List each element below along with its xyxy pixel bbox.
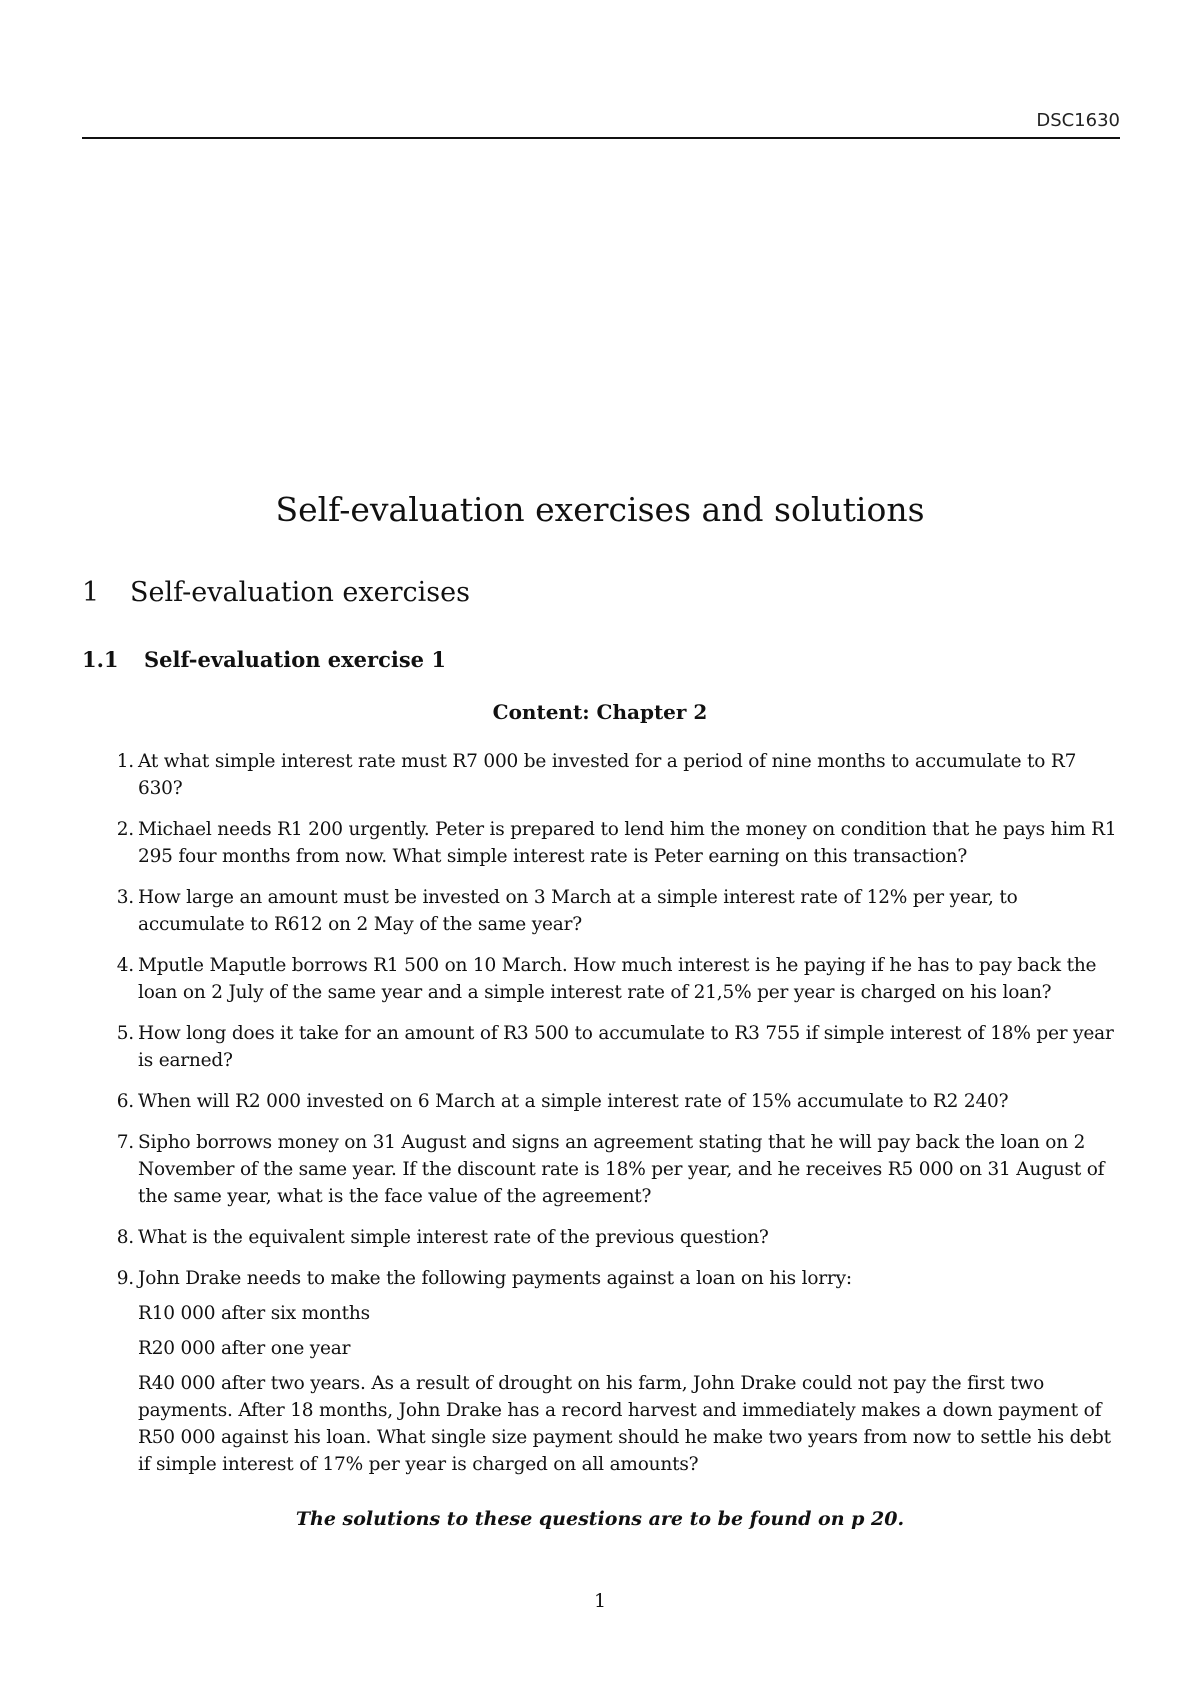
subsection-heading [82,647,446,672]
document-title: Self-evaluation exercises and solutions [275,490,925,529]
question-item [108,1020,1120,1074]
section-heading [82,577,470,608]
question-item [108,1129,1120,1210]
question-item [108,952,1120,1006]
question-text: How long does it take for an amount of R3 500 to accumulate to R3 755 if simple interest of 18% per year is earned? [138,1023,1114,1071]
question-number: 7. [116,1132,134,1153]
solutions-note: The solutions to these questions are to be found on p 20. [295,1508,905,1530]
question-text: Sipho borrows money on 31 August and signs an agreement stating that he will pay back the loan on 2 November of the same year. If the discount rate is 18% per year, and he receives R5 000 on 31 August of the same year, what is the face value of the agreement? [138,1132,1105,1207]
question-text: When will R2 000 invested on 6 March at a simple interest rate of 15% accumulate to R2 240? [138,1091,1009,1112]
question-number: 3. [116,887,134,908]
question-item [108,884,1120,938]
section-number: 1 [82,577,100,608]
content-chapter-line: Content: Chapter 2 [492,700,708,724]
question-text: What is the equivalent simple interest rate of the previous question? [138,1227,769,1248]
question-number: 6. [116,1091,134,1112]
question-number: 4. [116,955,134,976]
question-item [108,1088,1120,1115]
question-item [108,1224,1120,1251]
payment-line: R20 000 after one year [138,1338,351,1359]
question-text: Mputle Maputle borrows R1 500 on 10 March. How much interest is he paying if he has to pay back the loan on 2 July of the same year and a simple interest rate of 21,5% per year is charged on his loan? [138,955,1097,1003]
question-text: John Drake needs to make the following payments against a loan on his lorry: [138,1268,852,1289]
question-number: 1. [116,751,134,772]
question-number: 2. [116,819,134,840]
question-item [108,816,1120,870]
header-rule [82,137,1120,139]
question-number: 9. [116,1268,134,1289]
subsection-title: Self-evaluation exercise 1 [144,647,446,672]
question-text: At what simple interest rate must R7 000 be invested for a period of nine months to accumulate to R7 630? [138,751,1077,799]
question-item [108,748,1120,802]
payment-line: R10 000 after six months [138,1303,370,1324]
question-list [108,748,1120,1492]
question-number: 8. [116,1227,134,1248]
question-number: 5. [116,1023,134,1044]
course-code: DSC1630 [1036,110,1120,131]
question-continuation: R40 000 after two years. As a result of drought on his farm, John Drake could not pay the first two payments. After 18 months, John Drake has a record harvest and immediately makes a down payment of R50 000 against his loan. What single size payment should he make two years from now to settle his debt if simple interest of 17% per year is charged on all amounts? [138,1373,1111,1475]
subsection-number: 1.1 [82,647,119,672]
question-item [108,1265,1120,1478]
section-title: Self-evaluation exercises [130,577,470,608]
page-number: 1 [593,1590,607,1612]
question-text: How large an amount must be invested on 3 March at a simple interest rate of 12% per year, to accumulate to R612 on 2 May of the same year? [138,887,1018,935]
question-text: Michael needs R1 200 urgently. Peter is prepared to lend him the money on condition that he pays him R1 295 four months from now. What simple interest rate is Peter earning on this transaction? [138,819,1117,867]
